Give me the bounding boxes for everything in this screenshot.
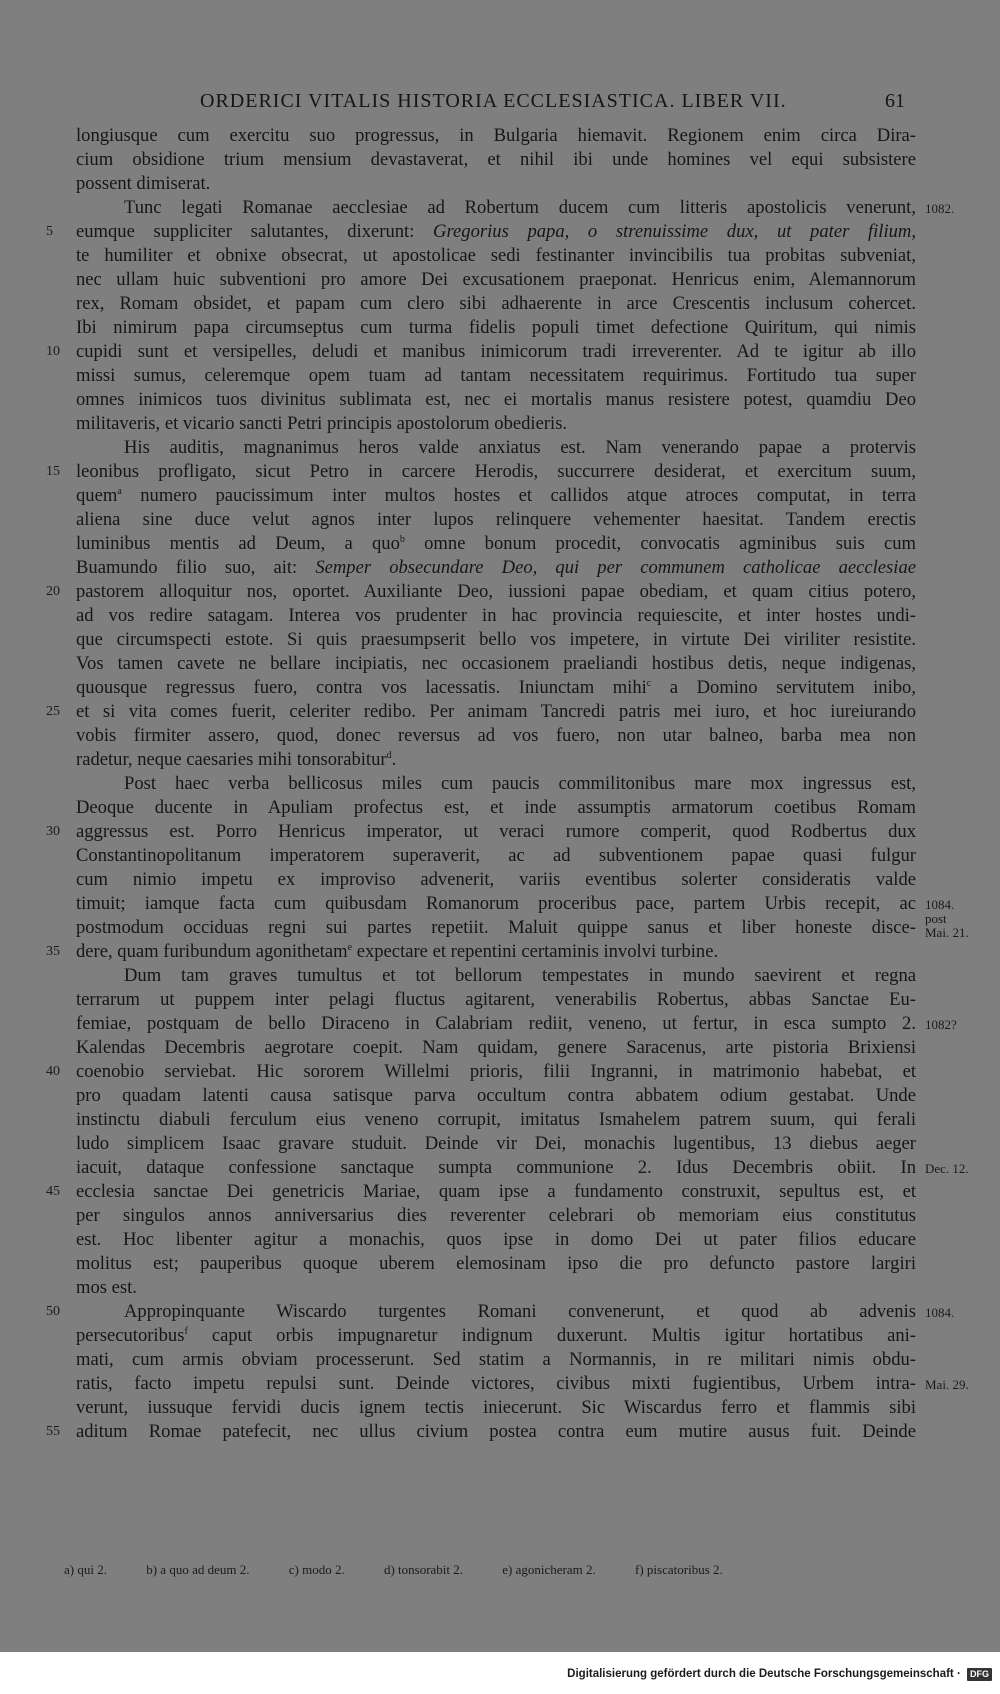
line-number: 40	[46, 1064, 60, 1079]
text-line: Kalendas Decembris aegrotare coepit. Nam quidam, genere Saracenus, arte pistoria Brixiensi	[76, 1037, 916, 1058]
footnote: c) modo 2.	[288, 1562, 345, 1577]
text-line: Tunc legati Romanae aecclesiae ad Robertum ducem cum litteris apostolicis venerunt,	[124, 197, 916, 218]
text-line: eumque suppliciter salutantes, dixerunt: Gregorius papa, o strenuissime dux, ut pater filium,	[76, 221, 916, 242]
margin-note-date: Dec. 12.	[925, 1161, 969, 1176]
text-line: Appropinquante Wiscardo turgentes Romani convenerunt, et quod ab advenis	[124, 1301, 916, 1322]
text-fragment: expectare et repentini certaminis involvi turbine.	[352, 941, 719, 962]
footnote-mark: b	[399, 533, 405, 545]
text-line: cum nimio impetu ex improviso advenerit, variis eventibus solerter consideratis valde	[76, 869, 916, 890]
text-line: aditum Romae patefecit, nec ullus civium postea contra eum mutire ausus fuit. Deinde	[76, 1421, 916, 1442]
text-fragment: caput orbis impugnaretur indignum duxerunt. Multis igitur hortatibus ani-	[187, 1325, 916, 1346]
margin-note-post: post	[925, 911, 947, 926]
line-number: 15	[46, 464, 60, 479]
text-line: aliena sine duce velut agnos inter lupos relinquere vehementer haesitat. Tandem erectis	[76, 509, 916, 530]
text-line: Dum tam graves tumultus et tot bellorum tempestates in mundo saevirent et regna	[124, 965, 916, 986]
text-line: ludo simplicem Isaac gravare studuit. Deinde vir Dei, monachis lugentibus, 13 diebus aeger	[76, 1133, 916, 1154]
text-line: ad vos redire satagam. Interea vos prudenter in hac provincia requiescite, et inter hostes undi-	[76, 605, 916, 626]
text-fragment: omne bonum procedit, convocatis agminibus suis cum	[404, 533, 916, 554]
footnote-mark: d	[386, 749, 392, 761]
text-line: ecclesia sanctae Dei genetricis Mariae, quam ipse a fundamento construxit, sepultus est, et	[76, 1181, 916, 1202]
running-header	[75, 90, 915, 116]
running-title: ORDERICI VITALIS HISTORIA ECCLESIASTICA. LIBER VII.	[200, 90, 787, 112]
text-line: possent dimiserat.	[76, 173, 211, 194]
text-line: terrarum ut puppem inter pelagi fluctus agitarent, venerabilis Robertus, abbas Sanctae Eu-	[76, 989, 916, 1010]
margin-note-date: Mai. 21.	[925, 925, 969, 940]
text-line: iacuit, dataque confessione sanctaque sumpta communione 2. Idus Decembris obiit. In	[76, 1157, 916, 1178]
line-number: 55	[46, 1424, 60, 1439]
text-line: instinctu diabuli ferculum eius veneno corrupit, imitatus Ismahelem patrem suum, qui ferali	[76, 1109, 916, 1130]
footnote: a) qui 2.	[64, 1562, 107, 1577]
text-line: molitus est; pauperibus quoque uberem elemosinam ipso die pro defuncto pastore largiri	[76, 1253, 916, 1274]
text-line: verunt, iussuque fervidi ducis ignem tectis iniecerunt. Sic Wiscardus ferro et flammis sibi	[76, 1397, 916, 1418]
line-number: 25	[46, 704, 60, 719]
margin-note-year: 1082.	[925, 201, 955, 216]
text-line: persecutoribus$^f$ caput orbis impugnaretur indignum duxerunt. Multis igitur hortatibus ani-	[76, 1325, 916, 1346]
digitization-credit: Digitalisierung gefördert durch die Deutsche Forschungsgemeinschaft · DFG	[560, 1664, 992, 1684]
footnote-mark: a	[117, 485, 122, 497]
text-line: Vos tamen cavete ne bellare incipiatis, nec occasionem praeliandi hostibus detis, neque indigenas,	[76, 653, 916, 674]
text-line: dere, quam furibundum agonithetam$^e$ expectare et repentini certaminis involvi turbine.	[76, 941, 719, 962]
text-line: et si vita comes fuerit, celeriter redibo. Per animam Tancredi patris mei iuro, et hoc iureiurando	[76, 701, 916, 722]
text-line: longiusque cum exercitu suo progressus, in Bulgaria hiemavit. Regionem enim circa Dira-	[76, 125, 916, 146]
line-number: 20	[46, 584, 60, 599]
text-fragment: a Domino servitutem inibo,	[651, 677, 916, 698]
text-line: leonibus profligato, sicut Petro in carcere Herodis, succurrere desiderat, et exercitum suum,	[76, 461, 916, 482]
text-line: Post haec verba bellicosus miles cum paucis commilitonibus mare mox ingressus est,	[124, 773, 916, 794]
text-line: quem$^a$ numero paucissimum inter multos hostes et callidos atque atroces computat, in terra	[76, 485, 916, 506]
text-line: His auditis, magnanimus heros valde anxiatus est. Nam venerando papae a protervis	[124, 437, 916, 458]
text-line: te humiliter et obnixe obsecrat, ut apostolicae sedi festinanter invincibilis tua probitas subveniat,	[76, 245, 916, 266]
page-number: 61	[885, 90, 905, 112]
text-line: que circumspecti estote. Si quis praesumpserit bello vos impetere, in virtute Dei viriliter resistite.	[76, 629, 916, 650]
text-line: mati, cum armis obviam processerunt. Sed statim a Normannis, in re militari nimis obdu-	[76, 1349, 916, 1370]
line-number: 10	[46, 344, 60, 359]
text-line: aggressus est. Porro Henricus imperator, ut veraci rumore comperit, quod Rodbertus dux	[76, 821, 916, 842]
text-line: pro quadam latenti causa satisque parva occultum contra abbatem odium gestabat. Unde	[76, 1085, 916, 1106]
text-line: femiae, postquam de bello Diraceno in Calabriam rediit, veneno, ut fertur, in esca sumpto 2.	[76, 1013, 916, 1034]
footnote: f) piscatoribus 2.	[635, 1562, 723, 1577]
footnote-mark: e	[347, 941, 353, 953]
text-line: mos est.	[76, 1277, 137, 1298]
text-line: luminibus mentis ad Deum, a quo$^b$ omne bonum procedit, convocatis agminibus suis cum	[76, 533, 916, 554]
text-fragment: numero paucissimum inter multos hostes et callidos atque atroces computat, in terra	[121, 485, 916, 506]
text-line: timuit; iamque facta cum quibusdam Romanorum proceribus pace, partem Urbis recepit, ac	[76, 893, 916, 914]
text-line: pastorem alloquitur nos, oportet. Auxiliante Deo, iussioni papae obediam, et quam citius potero,	[76, 581, 916, 602]
text-line: per singulos annos anniversarius dies reverenter celebrari ob memoriam eius constitutus	[76, 1205, 916, 1226]
line-number: 5	[46, 224, 53, 239]
text-line: rex, Romam obsidet, et papam cum clero sibi adhaerente in arce Crescentis inclusum cohercet.	[76, 293, 916, 314]
text-line: coenobio serviebat. Hic sororem Willelmi prioris, filii Ingranni, in matrimonio habebat, et	[76, 1061, 916, 1082]
text-line: omnes inimicos tuos divinitus sublimata est, nec ei mortalis manus resistere potest, quamdiu Deo	[76, 389, 916, 410]
margin-note-year: 1082?	[925, 1017, 957, 1032]
text-fragment: .	[391, 749, 397, 770]
text-line: Constantinopolitanum imperatorem superaverit, ac ad subventionem papae quasi fulgur	[76, 845, 916, 866]
margin-note-year: 1084.	[925, 897, 955, 912]
text-line: Deoque ducente in Apuliam profectus est, et inde assumptis armatorum coetibus Romam	[76, 797, 916, 818]
line-number: 35	[46, 944, 60, 959]
footnote-mark: f	[184, 1325, 188, 1337]
text-line: postmodum occiduas regni sui partes repetiit. Maluit quippe sanus et liber honeste disce-	[76, 917, 916, 938]
margin-note-year: 1084.	[925, 1305, 955, 1320]
line-number: 30	[46, 824, 60, 839]
text-line: quousque regressus fuero, contra vos lacessatis. Iniunctam mihi$^c$ a Domino servitutem inibo,	[76, 677, 916, 698]
margin-note-date: Mai. 29.	[925, 1377, 969, 1392]
text-line: est. Hoc libenter agitur a monachis, quos ipse in domo Dei ut pater filios educare	[76, 1229, 916, 1250]
footnote: e) agonicheram 2.	[502, 1562, 596, 1577]
line-number: 50	[46, 1304, 60, 1319]
footnotes	[64, 1560, 924, 1580]
footnote-mark: c	[646, 677, 652, 689]
text-line: radetur, neque caesaries mihi tonsorabitur$^d$.	[76, 749, 397, 770]
footnote: d) tonsorabit 2.	[383, 1562, 464, 1577]
text-line: militaveris, et vicario sancti Petri principis apostolorum obedieris.	[76, 413, 568, 434]
text-line: ratis, facto impetu repulsi sunt. Deinde victores, civibus mixti fugientibus, Urbem intra-	[76, 1373, 916, 1394]
text-line: nec ullam huic subventioni pro amore Dei excusationem praeponat. Henricus enim, Alemannorum	[76, 269, 916, 290]
credit-text: Digitalisierung gefördert durch die Deutsche Forschungsgemeinschaft	[567, 1668, 954, 1680]
dfg-logo: DFG	[967, 1668, 992, 1681]
text-line: Ibi nimirum papa circumseptus cum turma fidelis populi timet defectione Quiritum, qui nimis	[76, 317, 916, 338]
footnote: b) a quo ad deum 2.	[146, 1562, 250, 1577]
text-line: vobis firmiter assero, quod, donec reversus ad vos fuero, non utar balneo, barba mea non	[76, 725, 916, 746]
text-line: cupidi sunt et versipelles, deludi et manibus inimicorum tradi irreverenter. Ad te igitur ab illo	[76, 341, 916, 362]
text-line: missi sumus, celeremque opem tuam ad tantam necessitatem requirimus. Fortitudo tua super	[76, 365, 916, 386]
text-line: cium obsidione trium mensium devastaverat, et nihil ibi unde homines vel equi subsistere	[76, 149, 916, 170]
text-line: Buamundo filio suo, ait: Semper obsecundare Deo, qui per communem catholicae aecclesiae	[76, 557, 917, 578]
line-number: 45	[46, 1184, 60, 1199]
